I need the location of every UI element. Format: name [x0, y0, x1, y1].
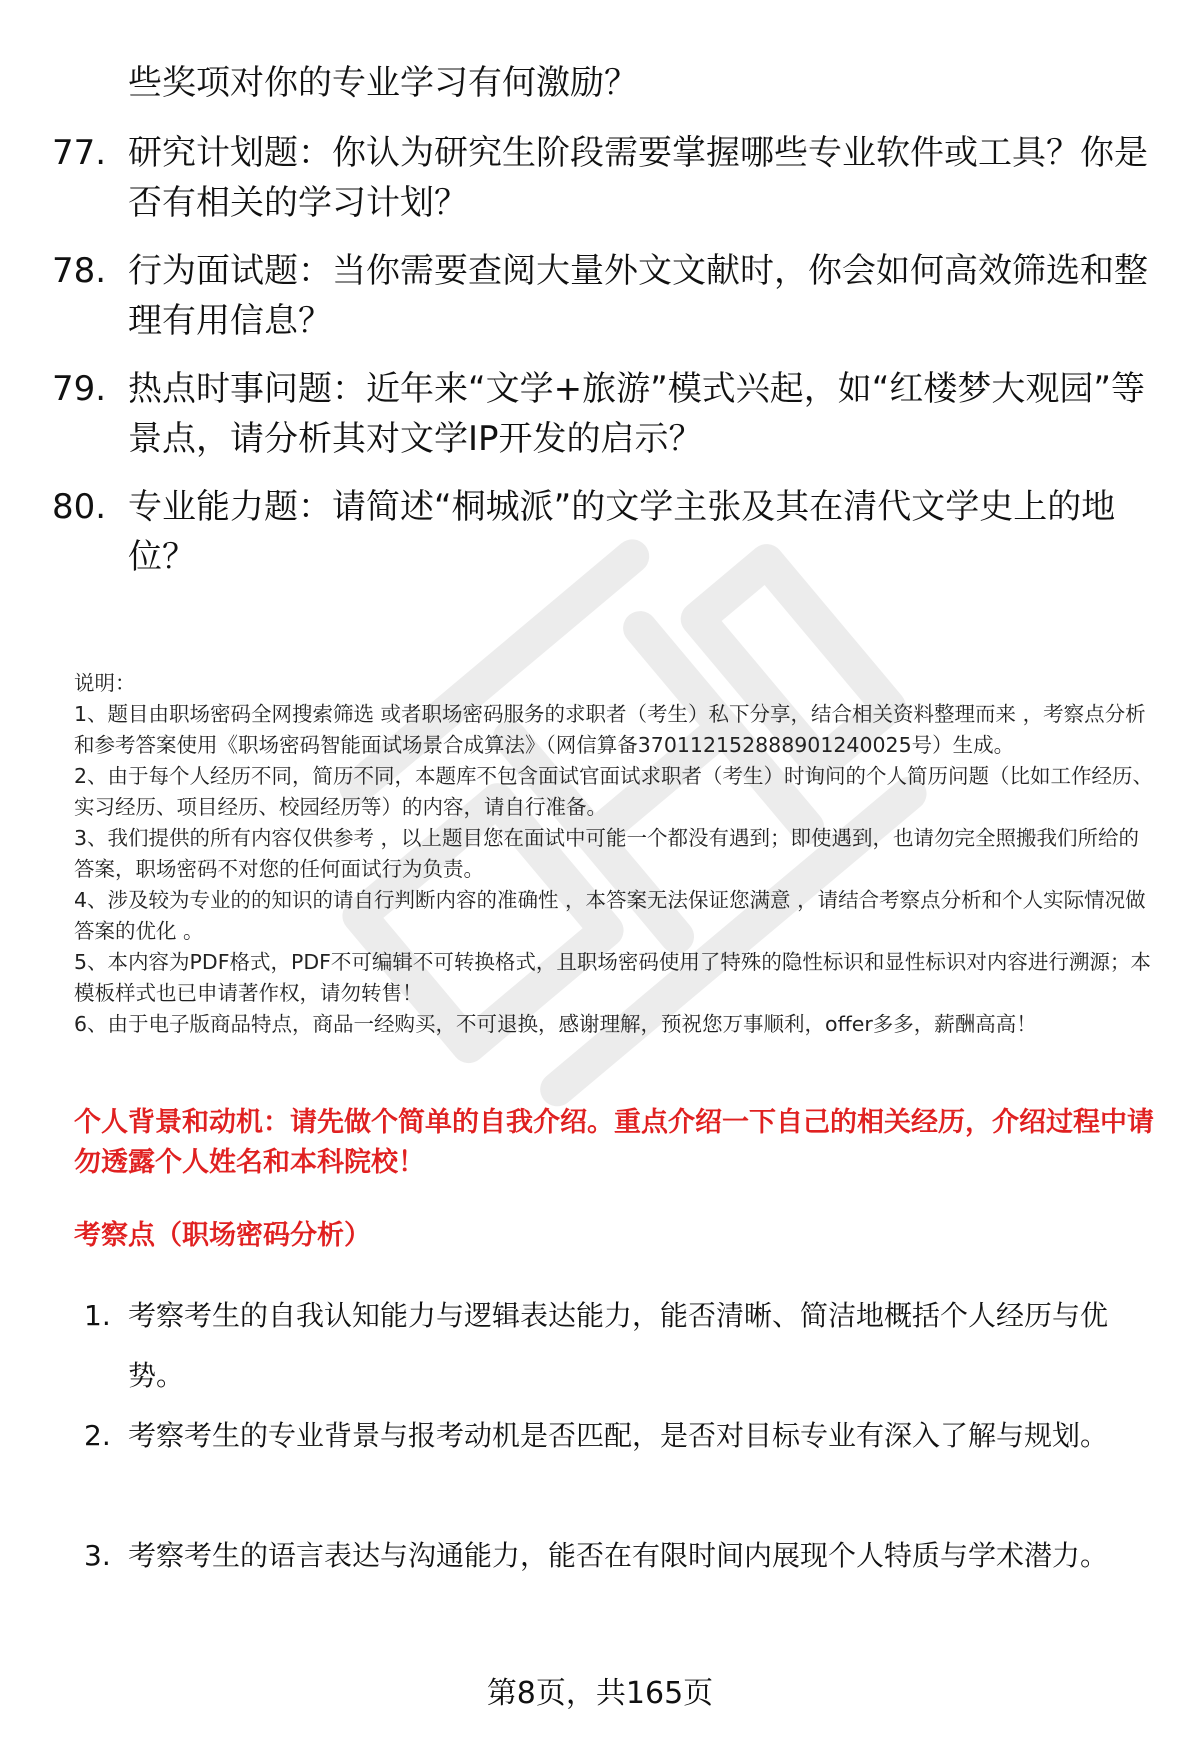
- question-number: 78.: [52, 251, 107, 291]
- disclaimer-notes: [74, 668, 1154, 1040]
- point-number: 2.: [84, 1419, 111, 1452]
- question-text: 专业能力题：请简述“桐城派”的文学主张及其在清代文学史上的地位？: [128, 487, 1116, 577]
- question-text: 行为面试题：当你需要查阅大量外文文献时，你会如何高效筛选和整理有用信息？: [128, 251, 1148, 341]
- question-number: 77.: [52, 133, 107, 173]
- question-76-continuation: 些奖项对你的专业学习有何激励？: [128, 63, 638, 103]
- note-item: 6、由于电子版商品特点，商品一经购买，不可退换，感谢理解，预祝您万事顺利，offer多多，薪酬高高！: [74, 1012, 1037, 1036]
- note-item: 2、由于每个人经历不同，简历不同，本题库不包含面试官面试求职者（考生）时询问的个人简历问题（比如工作经历、实习经历、项目经历、校园经历等）的内容，请自行准备。: [74, 764, 1154, 819]
- note-item: 3、我们提供的所有内容仅供参考 ，以上题目您在面试中可能一个都没有遇到；即使遇到，也请勿完全照搬我们所给的答案，职场密码不对您的任何面试行为负责。: [74, 826, 1140, 881]
- point-number: 3.: [84, 1539, 111, 1572]
- point-text: 考察考生的自我认知能力与逻辑表达能力，能否清晰、简洁地概括个人经历与优势。: [128, 1299, 1109, 1392]
- question-number: 79.: [52, 369, 107, 409]
- question-number: 80.: [52, 487, 107, 527]
- question-text: 热点时事问题：近年来“文学+旅游”模式兴起，如“红楼梦大观园”等景点，请分析其对文学IP开发的启示？: [128, 369, 1145, 459]
- note-item: 1、题目由职场密码全网搜索筛选 或者职场密码服务的求职者（考生）私下分享，结合相关资料整理而来 ，考察点分析和参考答案使用《职场密码智能面试场景合成算法》（网信算备370112152888901240025号）生成。: [74, 702, 1146, 757]
- interview-question-heading: 个人背景和动机：请先做个简单的自我介绍。重点介绍一下自己的相关经历，介绍过程中请勿透露个人姓名和本科院校！: [74, 1107, 1154, 1178]
- question-text: 研究计划题：你认为研究生阶段需要掌握哪些专业软件或工具？你是否有相关的学习计划？: [128, 133, 1148, 223]
- notes-heading: 说明：: [74, 671, 136, 695]
- note-item: 5、本内容为PDF格式，PDF不可编辑不可转换格式，且职场密码使用了特殊的隐性标识和显性标识对内容进行溯源；本模板样式也已申请著作权，请勿转售！: [74, 950, 1151, 1005]
- page-number: 第8页，共165页: [486, 1676, 714, 1711]
- point-number: 1.: [84, 1299, 111, 1332]
- point-text: 考察考生的语言表达与沟通能力，能否在有限时间内展现个人特质与学术潜力。: [128, 1539, 1109, 1572]
- analysis-heading: 考察点（职场密码分析）: [74, 1220, 371, 1251]
- point-text: 考察考生的专业背景与报考动机是否匹配，是否对目标专业有深入了解与规划。: [128, 1419, 1109, 1452]
- note-item: 4、涉及较为专业的的知识的请自行判断内容的准确性 ，本答案无法保证您满意 ，请结合考察点分析和个人实际情况做答案的优化 。: [74, 888, 1146, 943]
